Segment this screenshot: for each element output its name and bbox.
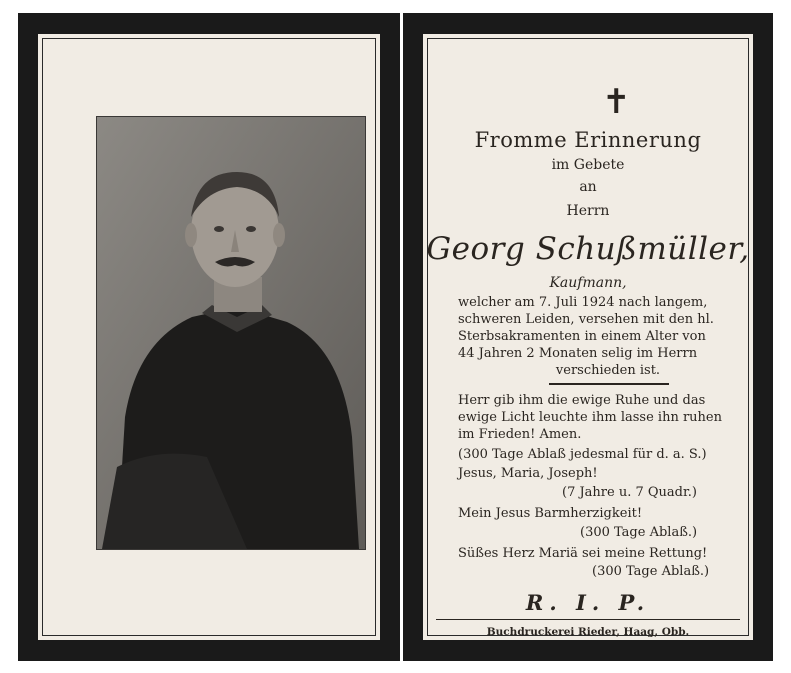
- bio-line: Sterbsakramenten in einem Alter von: [458, 329, 706, 344]
- portrait-image: [97, 117, 365, 549]
- rip-text: R. I. P.: [525, 590, 651, 615]
- line-an: an: [579, 179, 597, 195]
- indulgence-2: (7 Jahre u. 7 Quadr.): [562, 485, 697, 500]
- occupation: Kaufmann,: [549, 275, 627, 291]
- prayer-suesses-herz: Süßes Herz Mariä sei meine Rettung!: [458, 546, 708, 561]
- divider-rule: [549, 383, 669, 385]
- bio-line: schweren Leiden, versehen mit den hl.: [458, 312, 714, 327]
- deceased-name: Georg Schußmüller,: [426, 231, 750, 267]
- right-card-border: [403, 13, 773, 661]
- prayer-line: Herr gib ihm die ewige Ruhe und das: [458, 393, 706, 408]
- left-card-panel: [38, 34, 380, 640]
- prayer-barmherzigkeit: Mein Jesus Barmherzigkeit!: [458, 506, 643, 521]
- bio-line: 44 Jahren 2 Monaten selig im Herrn: [458, 346, 698, 361]
- prayer-line: ewige Licht leuchte ihm lasse ihn ruhen: [458, 410, 722, 425]
- indulgence-4: (300 Tage Ablaß.): [592, 564, 710, 579]
- card-title: Fromme Erinnerung: [474, 128, 702, 152]
- bio-line: verschieden ist.: [555, 363, 661, 378]
- indulgence-1: (300 Tage Ablaß jedesmal für d. a. S.): [458, 447, 707, 462]
- prayer-line: im Frieden! Amen.: [458, 427, 582, 442]
- cross-icon: ✝: [602, 82, 631, 122]
- biography: [458, 294, 758, 379]
- line-im-gebete: im Gebete: [551, 157, 625, 173]
- printer-credit: Buchdruckerei Rieder, Haag, Obb.: [486, 626, 690, 638]
- left-card-border: [18, 13, 400, 661]
- line-herrn: Herrn: [566, 203, 610, 219]
- prayer-eternal-rest: [458, 392, 758, 443]
- right-card-panel: [423, 34, 753, 640]
- footer-rule: [436, 619, 740, 620]
- prayer-jesus-maria-joseph: Jesus, Maria, Joseph!: [458, 466, 598, 481]
- portrait-photo: [96, 116, 366, 550]
- indulgence-3: (300 Tage Ablaß.): [580, 525, 698, 540]
- bio-line: welcher am 7. Juli 1924 nach langem,: [458, 295, 708, 310]
